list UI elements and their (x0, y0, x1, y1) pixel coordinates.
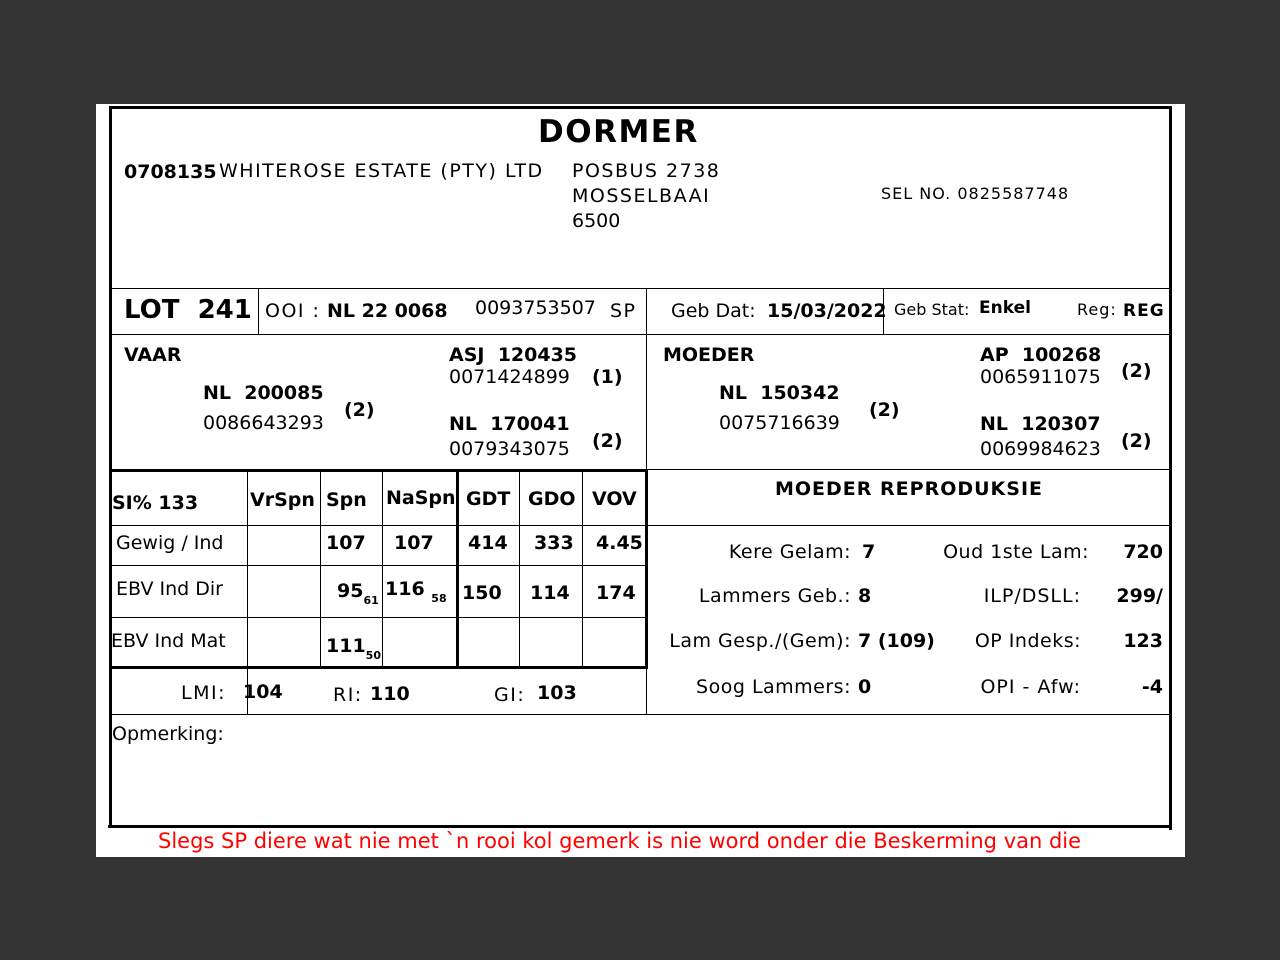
repro-label-lam-gesp: Lam Gesp./(Gem): (669, 630, 851, 652)
repro-label-kere-gelam: Kere Gelam: (728, 541, 851, 563)
geb-dat-label: Geb Dat: (671, 300, 756, 322)
gi-label: GI: (494, 684, 526, 706)
divider (247, 469, 248, 715)
moeder-id: NL 150342 (719, 382, 840, 404)
ri-value: 110 (370, 683, 410, 705)
ebv-dir-naspn (385, 578, 447, 605)
row-label-gewig: Gewig / Ind (116, 532, 224, 554)
address-line-2: MOSSELBAAI (572, 185, 711, 207)
repro-label-ilp-dsll: ILP/DSLL: (983, 585, 1081, 607)
repro-value-lam-gesp: 7 (109) (858, 630, 935, 652)
vaar-id: NL 200085 (203, 382, 324, 404)
lot-number: 241 (197, 295, 252, 325)
divider (258, 288, 259, 334)
vaar-dam-number: 0079343075 (449, 438, 570, 460)
row-label-ebv-mat: EBV Ind Mat (111, 630, 226, 652)
vaar-label: VAAR (124, 344, 182, 366)
reg-value: REG (1123, 301, 1165, 321)
vaar-sire-grade: (1) (592, 366, 623, 388)
si-label: SI% 133 (112, 492, 199, 514)
moeder-dam-id: NL 120307 (980, 413, 1101, 435)
vaar-dam-grade: (2) (592, 430, 623, 452)
ebv-mat-spn-value: 111 (326, 635, 366, 657)
vaar-grade: (2) (344, 399, 375, 421)
moeder-label: MOEDER (663, 344, 755, 366)
gi-value: 103 (537, 682, 577, 704)
ooi-id: 0093753507 (475, 297, 596, 319)
remarks-field[interactable] (112, 750, 1169, 824)
stats-border-bottom (112, 666, 647, 669)
divider (519, 469, 520, 669)
gewig-spn: 107 (326, 532, 366, 554)
vaar-dam-id: NL 170041 (449, 413, 570, 435)
col-header-gdt: GDT (466, 488, 511, 510)
repro-label-lammers-geb: Lammers Geb.: (698, 585, 851, 607)
col-header-vov: VOV (592, 488, 637, 510)
moeder-dam-number: 0069984623 (980, 438, 1101, 460)
repro-value-oud-1ste-lam: 720 (1123, 541, 1163, 563)
ebv-mat-spn-accuracy: 50 (365, 649, 381, 662)
repro-value-lammers-geb: 8 (858, 585, 872, 607)
divider (646, 288, 647, 470)
repro-label-op-indeks: OP Indeks: (974, 630, 1081, 652)
address-line-3: 6500 (572, 210, 621, 232)
card-border-top (109, 106, 1172, 109)
repro-label-oud-1ste-lam: Oud 1ste Lam: (943, 541, 1089, 563)
stats-border-top (112, 469, 647, 472)
col-header-spn: Spn (326, 489, 367, 511)
ooi-value: NL 22 0068 (327, 300, 448, 322)
ebv-dir-naspn-accuracy: 58 (431, 592, 447, 605)
divider (320, 469, 321, 669)
repro-value-op-indeks: 123 (1123, 630, 1163, 652)
repro-value-opi-afw: -4 (1141, 676, 1163, 698)
divider (646, 469, 647, 715)
ooi-type: SP (610, 300, 637, 322)
moeder-grade: (2) (869, 399, 900, 421)
ebv-mat-spn (326, 635, 381, 662)
repro-label-soog-lammers: Soog Lammers: (696, 676, 851, 698)
moeder-number: 0075716639 (719, 412, 840, 434)
vaar-number: 0086643293 (203, 412, 324, 434)
divider (582, 469, 583, 669)
ri-label: RI: (333, 684, 363, 706)
remarks-label: Opmerking: (112, 723, 224, 745)
ebv-dir-spn-value: 95 (337, 580, 364, 602)
col-header-vrspn: VrSpn (250, 489, 315, 511)
ebv-dir-spn-accuracy: 61 (363, 594, 379, 607)
vaar-sire-number: 0071424899 (449, 366, 570, 388)
ebv-dir-gdt: 150 (462, 582, 502, 604)
divider (646, 525, 1169, 526)
ooi-label: OOI : (265, 300, 321, 322)
card-border-left (109, 106, 112, 828)
divider (112, 565, 647, 566)
divider (112, 525, 647, 526)
col-header-gdo: GDO (528, 488, 576, 510)
lot-card (96, 104, 1185, 857)
divider (112, 334, 1169, 335)
card-border-bottom (108, 825, 1172, 828)
moeder-sire-number: 0065911075 (980, 366, 1101, 388)
row-label-ebv-dir: EBV Ind Dir (116, 578, 223, 600)
lmi-value: 104 (243, 681, 283, 703)
divider (112, 617, 647, 618)
moeder-sire-id: AP 100268 (980, 344, 1102, 366)
repro-value-kere-gelam: 7 (862, 541, 876, 563)
gewig-naspn: 107 (394, 532, 434, 554)
footer-notice: Slegs SP diere wat nie met `n rooi kol gemerk is nie word onder die Beskerming van die (158, 829, 1082, 853)
divider (112, 714, 1169, 715)
owner-name: WHITEROSE ESTATE (PTY) LTD (219, 160, 544, 182)
animal-title: DORMER (538, 114, 699, 150)
divider (112, 288, 1169, 289)
ebv-dir-gdo: 114 (530, 582, 570, 604)
moeder-dam-grade: (2) (1121, 430, 1152, 452)
gewig-gdo: 333 (534, 532, 574, 554)
moeder-sire-grade: (2) (1121, 360, 1152, 382)
repro-value-soog-lammers: 0 (858, 676, 872, 698)
address-line-1: POSBUS 2738 (572, 160, 721, 182)
reg-label: Reg: (1077, 300, 1117, 319)
gewig-gdt: 414 (468, 532, 508, 554)
geb-stat-label: Geb Stat: (894, 300, 970, 319)
stats-divider-thick (456, 469, 459, 669)
reproduction-title: MOEDER REPRODUKSIE (775, 478, 1044, 500)
vaar-sire-id: ASJ 120435 (449, 344, 578, 366)
divider (382, 469, 383, 669)
sel-no: SEL NO. 0825587748 (881, 184, 1070, 203)
ebv-dir-vov: 174 (596, 582, 636, 604)
lmi-label: LMI: (181, 682, 226, 704)
owner-code: 0708135 (124, 161, 217, 183)
lot-label (124, 295, 252, 325)
repro-value-ilp-dsll: 299/ (1116, 585, 1163, 607)
ebv-dir-spn (337, 580, 379, 607)
repro-label-opi-afw: OPI - Afw: (980, 676, 1081, 698)
col-header-naspn: NaSpn (386, 487, 456, 509)
geb-dat-value: 15/03/2022 (767, 300, 887, 322)
lot-label-text: LOT (124, 295, 180, 325)
gewig-vov: 4.45 (596, 532, 643, 554)
card-border-right (1169, 106, 1172, 830)
geb-stat-value: Enkel (979, 298, 1031, 318)
ebv-dir-naspn-value: 116 (385, 578, 425, 600)
